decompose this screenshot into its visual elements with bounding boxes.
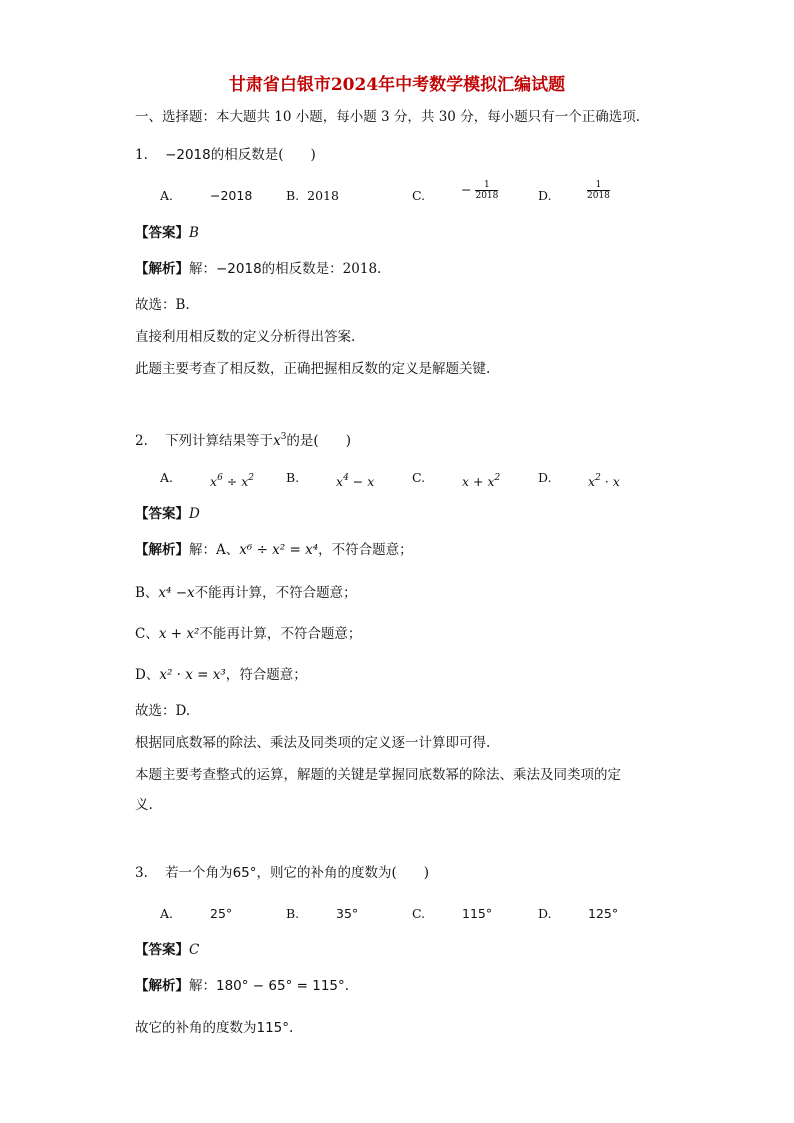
q3-answer	[135, 941, 199, 959]
option-letter: D.	[538, 188, 552, 203]
stem-text-post: 的是( )	[286, 433, 351, 449]
term: x	[612, 474, 620, 489]
term: x	[336, 474, 344, 489]
q2-option-a-value	[210, 469, 254, 491]
answer-label: 【答案】	[135, 942, 189, 958]
analysis-text: ，不符合题意；	[318, 542, 413, 558]
q1-option-a	[160, 187, 173, 205]
q1-option-a-value: −2018	[210, 188, 253, 203]
q2-line-4: 义.	[135, 797, 153, 813]
question-number: 2.	[135, 433, 148, 449]
term: x	[487, 474, 495, 489]
line-text-post: .	[289, 1020, 294, 1036]
q1-line-1: 故选：B.	[135, 297, 190, 313]
operator: ·	[600, 474, 613, 489]
line-text: 故它的补角的度数为	[135, 1020, 257, 1036]
denominator: 2018	[587, 191, 610, 201]
option-letter: B.	[286, 188, 300, 203]
operator: +	[469, 474, 488, 489]
q2-option-c-value	[462, 469, 500, 491]
term: x	[588, 474, 596, 489]
stem-text-post: ，则它的补角的度数为( )	[256, 865, 430, 881]
q2-option-a-letter: A.	[160, 470, 174, 485]
exponent: 6	[217, 473, 223, 483]
analysis-math: x⁴ −x	[158, 585, 195, 601]
answer-label: 【答案】	[135, 506, 189, 522]
stem-math: 65°	[232, 865, 257, 881]
q2-line-1: 故选：D.	[135, 703, 191, 719]
q1-option-d	[538, 187, 552, 205]
q1-option-c-value	[461, 180, 498, 201]
analysis-prefix: 解：	[189, 261, 216, 277]
analysis-text: .	[344, 978, 350, 994]
analysis-prefix: D、	[135, 667, 160, 683]
analysis-label: 【解析】	[135, 978, 189, 994]
question-2-stem	[135, 428, 351, 450]
option-letter: A.	[160, 188, 174, 203]
analysis-math: x² · x = x³	[159, 667, 226, 683]
question-3-stem	[135, 864, 429, 882]
q3-line-1	[135, 1019, 293, 1037]
analysis-text: 的相反数是：2018.	[261, 261, 382, 277]
analysis-prefix: C、	[135, 626, 159, 642]
analysis-math: 180° − 65° = 115°	[216, 978, 345, 994]
q3-option-d-letter: D.	[538, 906, 552, 921]
analysis-text: ，符合题意；	[225, 667, 307, 683]
q1-line-2: 直接利用相反数的定义分析得出答案.	[135, 329, 356, 345]
question-1-stem	[135, 146, 316, 164]
stem-var: x	[273, 433, 281, 449]
section-header: 一、选择题：本大题共 10 小题，每小题 3 分，共 30 分，每小题只有一个正确选项.	[135, 109, 640, 125]
exponent: 2	[595, 473, 601, 483]
q2-analysis-c	[135, 625, 361, 643]
q3-analysis	[135, 977, 349, 995]
q1-analysis	[135, 260, 381, 278]
operator: ÷	[222, 474, 242, 489]
answer-label: 【答案】	[135, 225, 189, 241]
term: x	[241, 474, 249, 489]
analysis-math: x⁶ ÷ x² = x⁴	[239, 542, 319, 558]
analysis-prefix: 解：A、	[189, 542, 240, 558]
q1-answer	[135, 224, 199, 242]
analysis-prefix: B、	[135, 585, 159, 601]
stem-text: 若一个角为	[165, 865, 233, 881]
analysis-math: −2018	[216, 261, 262, 277]
q1-option-d-value	[587, 180, 610, 201]
q3-option-c-value: 115°	[462, 906, 493, 921]
q3-option-b-letter: B.	[286, 906, 300, 921]
option-letter: C.	[412, 188, 426, 203]
term: x	[462, 474, 470, 489]
stem-math: −2018	[165, 147, 211, 163]
q2-option-c-letter: C.	[412, 470, 426, 485]
q2-option-b-letter: B.	[286, 470, 300, 485]
term: x	[210, 474, 218, 489]
page-title: 甘肃省白银市2024年中考数学模拟汇编试题	[228, 75, 566, 95]
numerator: 1	[475, 180, 498, 191]
q1-option-c	[412, 187, 425, 205]
exponent: 2	[494, 473, 501, 483]
stem-text: 的相反数是( )	[210, 147, 316, 163]
q2-analysis-b	[135, 584, 357, 602]
answer-value: B	[189, 225, 199, 241]
q1-option-b	[286, 187, 339, 205]
analysis-prefix: 解：	[189, 978, 216, 994]
q2-analysis-d	[135, 666, 307, 684]
option-value: 2018	[307, 188, 339, 203]
fraction	[587, 180, 610, 201]
line-math: 115°	[256, 1020, 290, 1036]
question-number: 3.	[135, 865, 148, 881]
q2-analysis-a	[135, 541, 413, 559]
question-number: 1.	[135, 147, 148, 163]
term: x	[367, 474, 375, 489]
answer-value: C	[189, 942, 200, 958]
q3-option-b-value: 35°	[336, 906, 359, 921]
q1-line-3: 此题主要考查了相反数，正确把握相反数的定义是解题关键.	[135, 361, 491, 377]
numerator: 1	[587, 180, 610, 191]
fraction	[475, 180, 498, 201]
q3-option-d-value: 125°	[588, 906, 619, 921]
q2-option-d-letter: D.	[538, 470, 552, 485]
stem-text: 下列计算结果等于	[165, 433, 274, 449]
analysis-label: 【解析】	[135, 542, 189, 558]
denominator: 2018	[475, 191, 499, 201]
analysis-text: 不能再计算，不符合题意；	[199, 626, 362, 642]
q3-option-c-letter: C.	[412, 906, 426, 921]
q2-line-3: 本题主要考查整式的运算，解题的关键是掌握同底数幂的除法、乘法及同类项的定	[135, 767, 621, 783]
q3-option-a-value: 25°	[210, 906, 233, 921]
analysis-math: x + x²	[158, 626, 200, 642]
analysis-text: 不能再计算，不符合题意；	[194, 585, 357, 601]
q2-option-b-value	[336, 469, 374, 491]
operator: −	[348, 474, 368, 489]
q2-line-2: 根据同底数幂的除法、乘法及同类项的定义逐一计算即可得.	[135, 735, 491, 751]
q3-option-a-letter: A.	[160, 906, 174, 921]
exponent: 2	[248, 473, 255, 483]
q2-answer	[135, 505, 200, 523]
analysis-label: 【解析】	[135, 261, 189, 277]
exponent: 4	[343, 473, 349, 483]
stem-exponent: 3	[280, 432, 287, 442]
q2-option-d-value	[588, 469, 620, 491]
answer-value: D	[189, 506, 200, 522]
minus-sign: −	[461, 182, 472, 197]
